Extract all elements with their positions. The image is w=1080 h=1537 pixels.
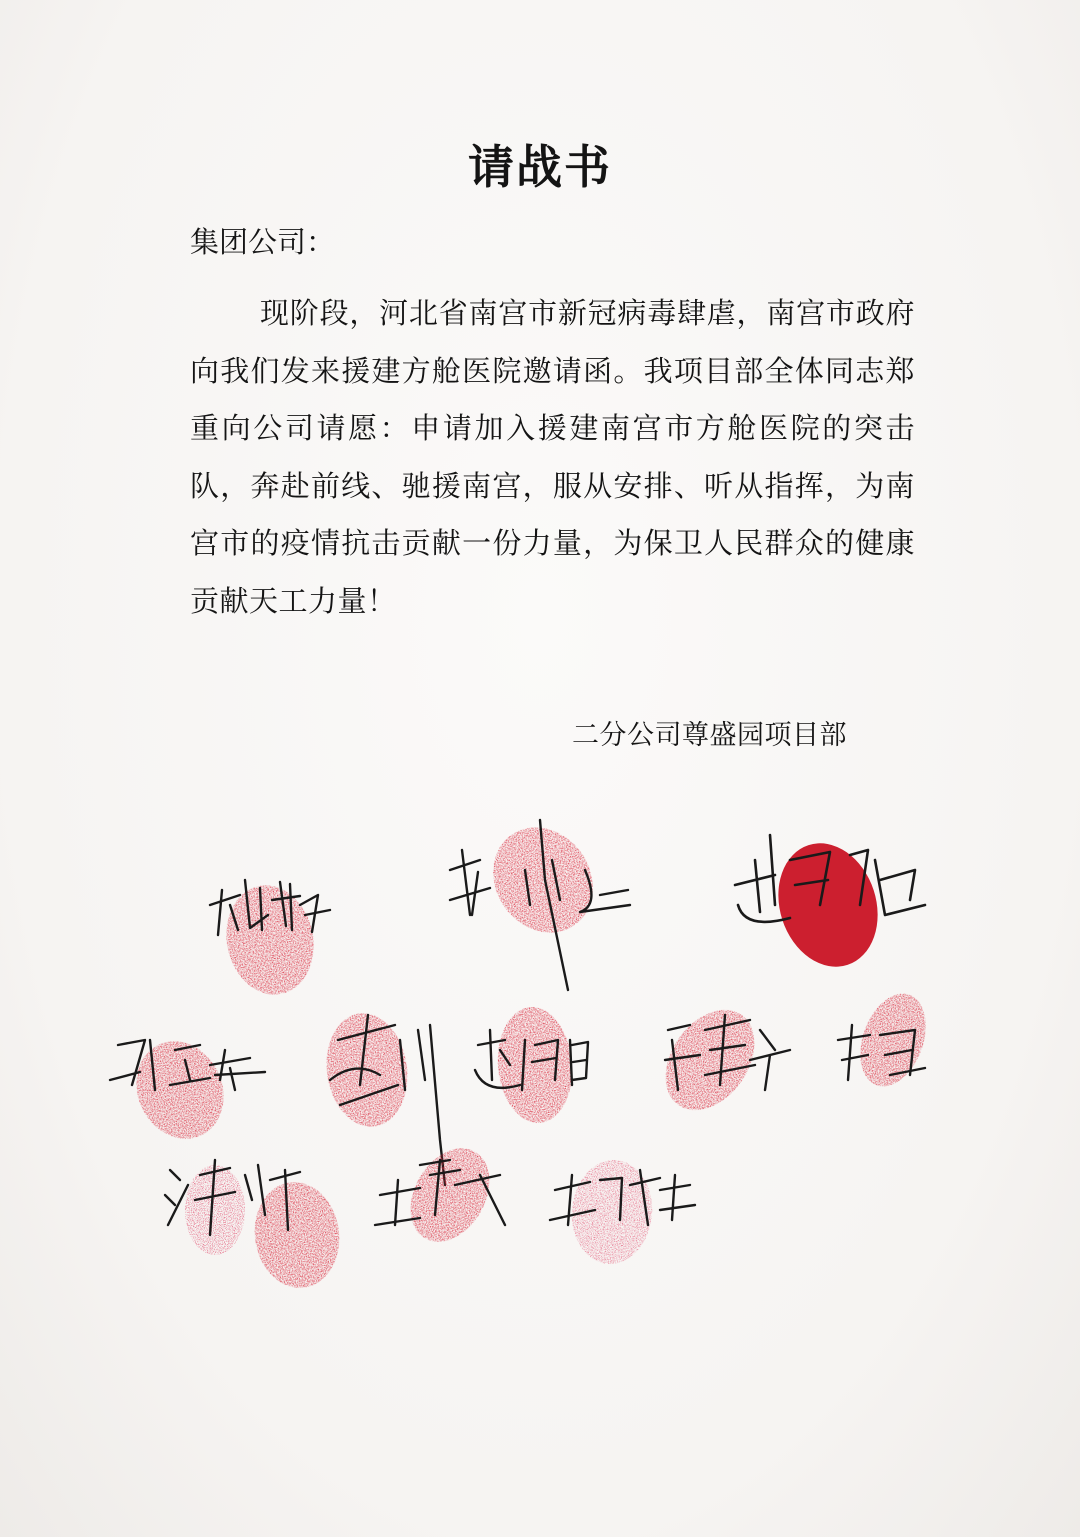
- fingerprint-2: [473, 808, 613, 952]
- fingerprint-4: [121, 1027, 239, 1153]
- signature-6: [475, 1004, 588, 1126]
- letter-body: 现阶段，河北省南宫市新冠病毒肆虐，南宫市政府向我们发来援建方舱医院邀请函。我项目部全体同志郑重向公司请愿：申请加入援建南宫市方舱医院的突击队，奔赴前线、驰援南宫，服从安排、听从指挥，为南宫市的疫情抗击贡献一份力量，为保卫人民群众的健康贡献天工力量！: [190, 296, 915, 618]
- signature-1: [210, 877, 330, 1002]
- signature-5: [319, 1008, 445, 1185]
- fingerprint-8: [848, 985, 937, 1096]
- fingerprint-1: [217, 877, 324, 1002]
- signature-3: [735, 830, 925, 979]
- signature-8: [838, 985, 938, 1096]
- signature-7: [647, 993, 790, 1127]
- signature-11: [550, 1157, 695, 1268]
- signature-4: [110, 1027, 265, 1153]
- letter-title: 请战书: [468, 140, 612, 194]
- signature-9: [165, 1160, 346, 1293]
- signing-organization: 二分公司尊盛园项目部: [572, 720, 847, 751]
- salutation: 集团公司：: [190, 225, 336, 259]
- signature-10: [375, 1134, 505, 1256]
- fingerprint-6: [493, 1004, 577, 1126]
- signature-2: [450, 808, 630, 990]
- fingerprint-9: [185, 1165, 245, 1255]
